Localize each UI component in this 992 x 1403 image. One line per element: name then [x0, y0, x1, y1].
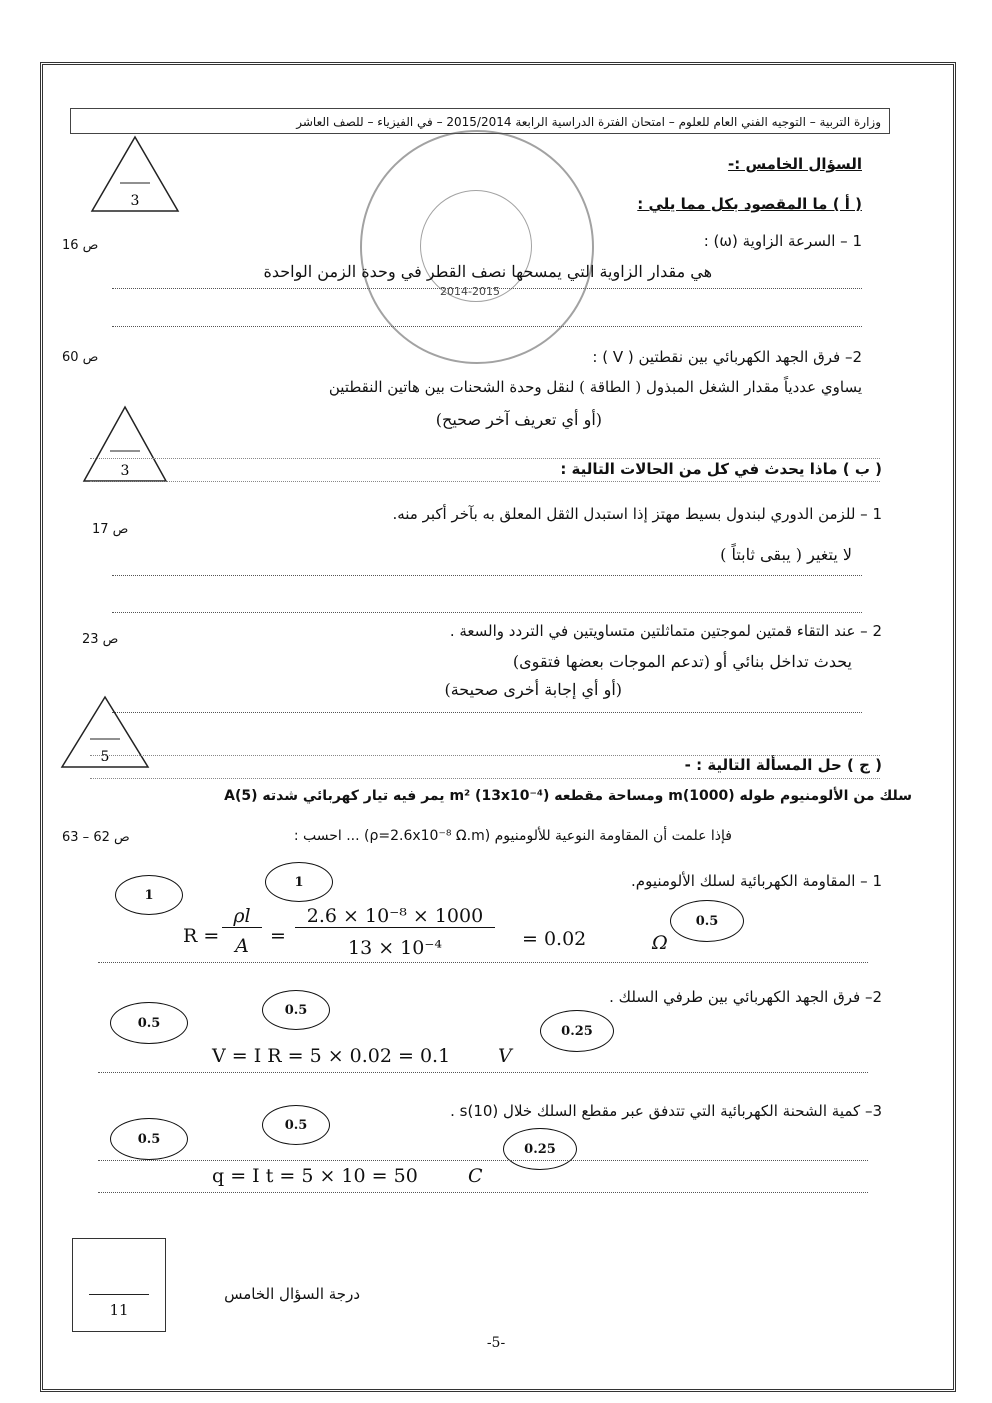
svg-text:3: 3 [130, 193, 140, 209]
step-3-formula: q = I t = 5 × 10 = 50 [212, 1165, 418, 1187]
mark-bubble: 1 [265, 862, 333, 902]
step-2-formula: V = I R = 5 × 0.02 = 0.1 [212, 1045, 451, 1067]
part-b-item-1-label: 1 – للزمن الدوري لبندول بسيط مهتز إذا استبدل الثقل المعلق به بآخر أكبر منه. [392, 505, 882, 523]
answer-line [112, 712, 862, 713]
step-2-label: 2– فرق الجهد الكهربائي بين طرفي السلك . [609, 988, 882, 1006]
part-b-item-2-page-ref: ص 23 [82, 632, 119, 647]
step-1-label: 1 – المقاومة الكهربائية لسلك الألومنيوم. [631, 872, 882, 890]
mark-bubble: 0.5 [110, 1118, 188, 1160]
mark-bubble: 0.5 [110, 1002, 188, 1044]
grade-divider [89, 1294, 149, 1295]
part-b-item-2-label: 2 – عند التقاء قمتين لموجتين متماثلتين متساويتين في التردد والسعة . [449, 622, 882, 640]
stamp-year: 2014-2015 [440, 285, 500, 298]
part-b-item-1-page-ref: ص 17 [92, 522, 129, 537]
part-a-item-2-answer: يساوي عددياً مقدار الشغل المبذول ( الطاقة ) لنقل وحدة الشحنات بين هاتين النقطتين [328, 378, 862, 396]
part-c-page-ref: ص 62 – 63 [62, 830, 130, 845]
step-1-lhs: R = [183, 925, 220, 947]
part-a-item-1-answer: هي مقدار الزاوية التي يمسحها نصف القطر في وحدة الزمن الواحدة [263, 262, 712, 281]
step-1-frac1-num: ρl [222, 905, 262, 928]
step-2-unit: V [498, 1045, 512, 1067]
answer-line [98, 1072, 868, 1073]
step-1-eq: = [270, 925, 286, 947]
part-a-item-2-page-ref: ص 60 [62, 350, 99, 365]
answer-line [112, 326, 862, 327]
part-a-title: ( أ ) ما المقصود بكل مما يلي : [637, 195, 862, 213]
mark-bubble: 0.25 [540, 1010, 614, 1052]
part-a-item-1-page-ref: ص 16 [62, 238, 99, 253]
answer-line [112, 612, 862, 613]
part-b-item-1-answer: لا يتغير ( يبقى ثابتاً ) [720, 545, 852, 564]
mark-bubble: 0.5 [262, 990, 330, 1030]
total-grade-value: 11 [109, 1301, 129, 1319]
part-b-grade-top: 3 [120, 463, 130, 479]
exam-header: وزارة التربية – التوجيه الفني العام للعلوم – امتحان الفترة الدراسية الرابعة 2015/2014 – في الفيزياء – للصف العاشر [70, 108, 890, 134]
part-a-item-2-note: (أو أي تعريف آخر صحيح) [435, 410, 602, 429]
mark-bubble: 0.5 [670, 900, 744, 942]
page-number: -5- [486, 1335, 506, 1351]
answer-line [112, 288, 862, 289]
part-a-item-1-label: 1 – السرعة الزاوية (ω) : [703, 232, 862, 250]
part-b-grade-bottom: 5 [100, 749, 110, 765]
part-b-item-2-note: (أو أي إجابة أخرى صحيحة) [444, 680, 622, 699]
step-1-frac1-den: A [235, 935, 249, 957]
total-grade-box [72, 1238, 166, 1332]
step-1-frac2-den: 13 × 10⁻⁴ [348, 937, 442, 959]
answer-line [98, 1192, 868, 1193]
part-b-item-2-answer: يحدث تداخل بنائي أو (تدعم الموجات بعضها فتقوى) [512, 652, 852, 671]
answer-line [112, 575, 862, 576]
part-a-item-2-label: 2– فرق الجهد الكهربائي بين نقطتين ( V ) : [592, 348, 862, 366]
part-c-title: ( ج ) حل المسألة التالية : - [684, 756, 882, 774]
step-1-frac2-num: 2.6 × 10⁻⁸ × 1000 [295, 905, 495, 928]
grade-triangle-top [90, 135, 180, 215]
answer-line [98, 962, 868, 963]
total-grade-label: درجة السؤال الخامس [224, 1285, 360, 1303]
step-1-result: = 0.02 [522, 928, 587, 950]
mark-bubble: 0.25 [503, 1128, 577, 1170]
answer-line [98, 1160, 868, 1161]
mark-bubble: 1 [115, 875, 183, 915]
part-c-problem-line-1: سلك من الألومنيوم طوله (1000)m ومساحة مقطعه (13x10⁻⁴) m² يمر فيه تيار كهربائي شدته (5)A [224, 788, 912, 804]
step-3-unit: C [468, 1165, 483, 1187]
step-1-unit: Ω [652, 932, 668, 954]
part-c-problem-line-2: فإذا علمت أن المقاومة النوعية للألومنيوم (ρ=2.6x10⁻⁸ Ω.m) ... احسب : [293, 828, 732, 844]
mark-bubble: 0.5 [262, 1105, 330, 1145]
question-title: السؤال الخامس :- [728, 155, 862, 173]
part-b-title: ( ب ) ماذا يحدث في كل من الحالات التالية : [560, 460, 882, 478]
step-3-label: 3– كمية الشحنة الكهربائية التي تتدفق عبر مقطع السلك خلال (10)s . [450, 1102, 882, 1120]
